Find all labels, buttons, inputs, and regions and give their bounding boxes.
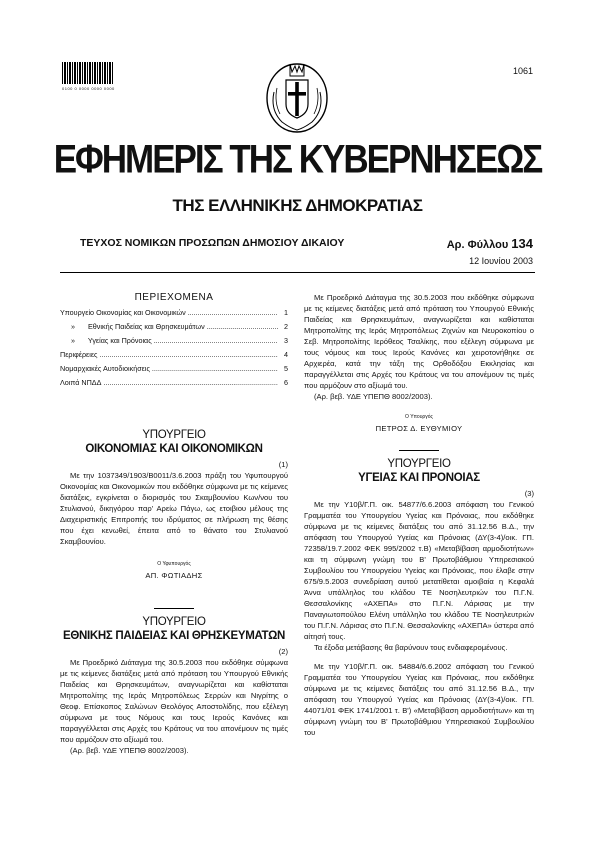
toc-prefix: » (71, 336, 75, 345)
ministry-heading: ΥΠΟΥΡΓΕΙΟ (142, 429, 206, 441)
toc-page: 2 (284, 322, 288, 331)
sheet-label: Αρ. Φύλλου (446, 239, 509, 251)
decision-number: (3) (524, 489, 534, 498)
decision-text: Με Προεδρικό Διάταγμα της 30.5.2003 που εκδόθηκε σύμφωνα με τις κείμενες διατάξεις μετά από πρόταση του Υπουργού Εθνικής Παιδείας και Θρησκευμάτων, αναγνωρίζεται και καθίσταται Μητροπολίτης της Ιεράς Μητροπόλεως Ζιχνών και Νευροκοπίου ο Σεβ. Μητροπολίτης Ιερόθεος Τσαλίκης, που εξέλεγη σύμφωνα με τους νόμους και τους Ιερούς Κανόνες και χειροτονήθηκε σε Αρχιερέα, κατά την τάξη της Ορθοδόξου Εκκλησίας και παραγγέλλεται στις Αρχές του Κράτους να του απονέμουν τις τιμές που αρμόζουν στο αξίωμά του. (304, 293, 534, 390)
toc-label: Περιφέρειες (60, 350, 98, 359)
page-subtitle: ΤΗΣ ΕΛΛΗΝΙΚΗΣ ΔΗΜΟΚΡΑΤΙΑΣ (172, 196, 423, 215)
toc-page: 1 (284, 308, 288, 317)
coat-of-arms-icon (262, 58, 332, 136)
decision-text: Με την Υ10β/Γ.Π. οικ. 54884/6.6.2002 απόφαση του Γενικού Γραμματέα του Υπουργείου Υγείας και Πρόνοιας, που εκδόθηκε σύμφωνα με τις κείμενες διατάξεις του από 31.12.56 Β.Δ., την απόφαση του Υπουργού Υγείας και Πρόνοιας (ΔΥ(3-4)/οικ. ΓΠ. 44071/01 ΦΕΚ 1741/2001 τ. Β') «Μεταβίβαση αρμοδιοτήτων» και τη σύμφωνη γνώμη του Β' Πρωτοβάθμιου Υπηρεσιακού Συμβουλίου του (304, 662, 534, 737)
signer-label: Ο Υφυπουργός (157, 561, 191, 567)
toc-page: 5 (284, 364, 288, 373)
ministry-heading: ΥΠΟΥΡΓΕΙΟ (387, 458, 451, 470)
toc-item (60, 322, 288, 336)
sheet-number-value: 134 (511, 236, 533, 251)
decision-text: Με την 1037349/1903/Β0011/3.6.2003 πράξη του Υφυπουργού Οικονομίας και Οικονομικών που εκδόθηκε σύμφωνα με τις κείμενες διατάξεις, εγκρίνεται ο διορισμός του Σκαμβουνίου Κων/νου του Στυλιανού, δικηγόρου παρ' Αρείω Πάγω, ως ετοιβιου μέλους της Διαχειριστικής Επιτροπής του ιδρύματος σε πλήρωση της θέσης που έχει κενωθεί, έπειτα από το θάνατο του Στυλιανού Σκαμβουνίου. (60, 471, 288, 546)
toc-item (60, 336, 288, 350)
toc-page: 6 (284, 378, 288, 387)
toc-item (60, 378, 288, 392)
toc-item (60, 350, 288, 364)
sheet-number (447, 236, 533, 251)
toc-page: 4 (284, 350, 288, 359)
toc-page: 3 (284, 336, 288, 345)
decision-text: Με την Υ10β/Γ.Π. οικ. 54877/6.6.2003 απόφαση του Γενικού Γραμματέα του Υπουργείου Υγείας και Πρόνοιας, που εκδόθηκε σύμφωνα με τις κείμενες διατάξεις του από 31.12.56 Β.Δ., την απόφαση του Υπουργού Υγείας και Πρόνοιας (ΔΥ(3-4)/οικ. ΓΠ. 72358/19.7.2002 ΦΕΚ 995/2002 τ.Β) «Μεταβίβαση αρμοδιοτήτων» και τη σύμφωνη γνώμη του Β' Πρωτοβάθμιου Υπηρεσιακού Συμβουλίου του Υπουργείου Υγείας και Πρόνοιας, που έλαβε στην 675/9.5.2003 συνεδρίαση αυτού μετατίθεται αμοιβαία η Κεφαλά Άννα υπάλληλος του κλάδου ΤΕ Νοσηλευτριών του Π.Γ.Ν. Θεσσαλονίκης «ΑΧΕΠΑ» στο Π.Γ.Ν. Λάρισας με την Παναγιωτοπούλου Ελένη υπάλληλο του κλάδου ΤΕ Νοσηλευτριών του Π.Γ.Ν. Λάρισας στο Π.Γ.Ν. Θεσσαλονίκης «ΑΧΕΠΑ» ύστερα από αίτησή τους. (304, 500, 534, 641)
toc-item (60, 308, 288, 322)
toc-label: Οικονομίας και Οικονομικών (96, 308, 186, 317)
page-title: ΕΦΗΜΕΡΙΣ ΤΗΣ ΚΥΒΕΡΝΗΣΕΩΣ (53, 137, 542, 182)
barcode-number: 0100 0 0000 0000 0000 (62, 86, 115, 91)
contents-title: ΠΕΡΙΕΧΟΜΕΝΑ (134, 292, 214, 303)
ministry-subheading: ΟΙΚΟΝΟΜΙΑΣ ΚΑΙ ΟΙΚΟΝΟΜΙΚΩΝ (85, 443, 263, 455)
toc-prefix: » (71, 322, 75, 331)
section-health (304, 450, 534, 738)
toc-label: Υγείας και Πρόνοιας (87, 336, 152, 345)
barcode (62, 62, 114, 84)
signer-name: ΑΠ. ΦΩΤΙΑΔΗΣ (145, 571, 203, 580)
signer-name: ΠΕΤΡΟΣ Δ. ΕΥΘΥΜΙΟΥ (375, 424, 463, 433)
page-number: 1061 (512, 66, 533, 76)
decision-reference: (Αρ. βεβ. ΥΔΕ ΥΠΕΠΘ 8002/2003). (70, 746, 189, 755)
decision-text: Τα έξοδα μετάβασης θα βαρύνουν τους ενδιαφερομένους. (314, 643, 508, 652)
decision-text: Με Προεδρικό Διάταγμα της 30.5.2003 που εκδόθηκε σύμφωνα με τις κείμενες διατάξεις μετά από πρόταση του Υπουργού Εθνικής Παιδείας και Θρησκευμάτων, αναγνωρίζεται και καθίσταται Μητροπολίτης της Ιεράς Μητροπόλεως Σερρών και Νιγρίτης ο Θεοφ. Επίσκοπος Σαλώνων Θεολόγος Αποστολίδης, που εξέλεγη σύμφωνα με τους Νόμους και τους Ιερούς Κανόνες και παραγγέλλεται στις Αρχές του Κράτους να του απονέμουν τις τιμές που αρμόζουν στο αξίωμά του. (60, 658, 288, 744)
header-divider (60, 272, 535, 273)
section-education (60, 608, 288, 756)
section-finance (60, 428, 288, 581)
ministry-heading: ΥΠΟΥΡΓΕΙΟ (142, 616, 206, 628)
toc-prefix: Υπουργείο (60, 308, 95, 317)
toc-label: Λοιπά ΝΠΔΔ (60, 378, 102, 387)
section-divider (399, 450, 439, 451)
ministry-subheading: ΕΘΝΙΚΗΣ ΠΑΙΔΕΙΑΣ ΚΑΙ ΘΡΗΣΚΕΥΜΑΤΩΝ (63, 630, 285, 642)
issue-line: ΤΕΥΧΟΣ ΝΟΜΙΚΩΝ ΠΡΟΣΩΠΩΝ ΔΗΜΟΣΙΟΥ ΔΙΚΑΙΟΥ (80, 237, 345, 249)
toc-item (60, 364, 288, 378)
issue-date: 12 Ιουνίου 2003 (469, 256, 533, 266)
ministry-subheading: ΥΓΕΙΑΣ ΚΑΙ ΠΡΟΝΟΙΑΣ (358, 472, 480, 484)
section-divider (154, 608, 194, 609)
toc-label: Νομαρχιακές Αυτοδιοικήσεις (60, 364, 150, 373)
decision-reference: (Αρ. βεβ. ΥΔΕ ΥΠΕΠΘ 8002/2003). (314, 392, 433, 401)
signer-label: Ο Υπουργός (405, 414, 433, 420)
decision-number: (2) (278, 647, 288, 656)
right-column-decision (304, 292, 534, 434)
toc-label: Εθνικής Παιδείας και Θρησκευμάτων (88, 322, 205, 331)
decision-number: (1) (278, 460, 288, 469)
table-of-contents (60, 308, 288, 392)
